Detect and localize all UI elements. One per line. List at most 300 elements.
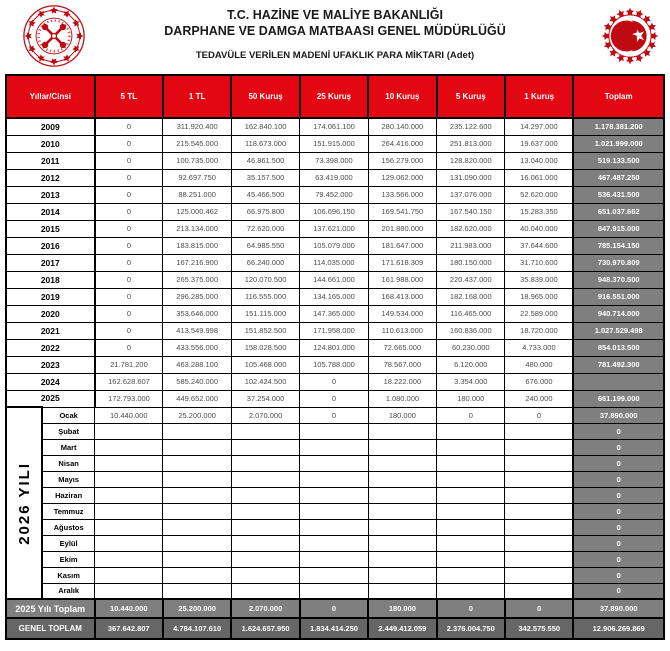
value-cell: 0 — [300, 390, 368, 407]
year-row — [6, 152, 664, 169]
footer-value-cell: 180.000 — [368, 599, 436, 618]
value-cell: 72.665.000 — [368, 339, 436, 356]
total-cell: 785.154.150 — [573, 237, 664, 254]
value-cell: 46.861.500 — [231, 152, 299, 169]
value-cell — [163, 519, 231, 535]
month-label: Kasım — [42, 567, 94, 583]
value-cell — [163, 567, 231, 583]
column-header-denomination: 5 TL — [95, 75, 163, 118]
value-cell: 1.080.000 — [368, 390, 436, 407]
footer-value-cell: 0 — [505, 599, 573, 618]
value-cell: 161.988.000 — [368, 271, 436, 288]
value-cell: 105.079.000 — [300, 237, 368, 254]
value-cell: 35.839.000 — [505, 271, 573, 288]
month-row — [6, 471, 664, 487]
total-cell: 0 — [573, 551, 664, 567]
value-cell: 125.000.462 — [163, 203, 231, 220]
value-cell: 0 — [95, 339, 163, 356]
value-cell: 251.813.000 — [437, 135, 505, 152]
value-cell — [231, 567, 299, 583]
value-cell — [300, 423, 368, 439]
value-cell — [437, 503, 505, 519]
value-cell — [231, 519, 299, 535]
value-cell — [368, 423, 436, 439]
year-row — [6, 288, 664, 305]
value-cell: 147.365.000 — [300, 305, 368, 322]
month-row — [6, 567, 664, 583]
value-cell: 72.620.000 — [231, 220, 299, 237]
value-cell — [95, 503, 163, 519]
value-cell — [231, 439, 299, 455]
table-subtitle: TEDAVÜLE VERİLEN MADENİ UFAKLIK PARA MİKTARI (Adet) — [195, 50, 475, 62]
value-cell — [300, 583, 368, 599]
column-header-denomination: 10 Kuruş — [368, 75, 436, 118]
total-cell: 0 — [573, 471, 664, 487]
year-label: 2021 — [6, 322, 95, 339]
total-cell: 0 — [573, 439, 664, 455]
year-label: 2022 — [6, 339, 95, 356]
month-row — [6, 503, 664, 519]
value-cell: 16.061.000 — [505, 169, 573, 186]
value-cell: 160.836.000 — [437, 322, 505, 339]
month-row — [6, 423, 664, 439]
month-label: Ekim — [42, 551, 94, 567]
value-cell: 149.534.000 — [368, 305, 436, 322]
value-cell: 235.122.600 — [437, 118, 505, 135]
total-cell: 1.027.529.498 — [573, 322, 664, 339]
total-cell: 0 — [573, 455, 664, 471]
value-cell — [368, 567, 436, 583]
value-cell: 66.240.000 — [231, 254, 299, 271]
value-cell — [505, 519, 573, 535]
value-cell: 4.733.000 — [505, 339, 573, 356]
total-cell: 1.178.381.200 — [573, 118, 664, 135]
value-cell — [95, 439, 163, 455]
value-cell — [437, 551, 505, 567]
value-cell: 114.035.000 — [300, 254, 368, 271]
total-cell: 467.487.250 — [573, 169, 664, 186]
month-label: Ocak — [42, 407, 94, 423]
value-cell — [505, 471, 573, 487]
value-cell — [437, 423, 505, 439]
value-cell: 133.566.000 — [368, 186, 436, 203]
value-cell — [437, 583, 505, 599]
value-cell — [231, 551, 299, 567]
value-cell — [368, 535, 436, 551]
value-cell: 463.288.100 — [163, 356, 231, 373]
value-cell: 15.283.350 — [505, 203, 573, 220]
value-cell: 171.618.309 — [368, 254, 436, 271]
value-cell — [437, 487, 505, 503]
footer-value-cell: 0 — [437, 599, 505, 618]
value-cell — [505, 487, 573, 503]
total-cell: 661.199.000 — [573, 390, 664, 407]
value-cell — [163, 583, 231, 599]
year-label: 2017 — [6, 254, 95, 271]
total-cell: 0 — [573, 535, 664, 551]
value-cell — [300, 567, 368, 583]
value-cell — [437, 535, 505, 551]
year-row — [6, 322, 664, 339]
value-cell: 144.661.000 — [300, 271, 368, 288]
year-row — [6, 254, 664, 271]
value-cell: 0 — [95, 203, 163, 220]
total-cell: 1.021.999.000 — [573, 135, 664, 152]
value-cell: 240.000 — [505, 390, 573, 407]
value-cell: 585.240.000 — [163, 373, 231, 390]
ministry-title-line2: DARPHANE VE DAMGA MATBAASI GENEL MÜDÜRLÜĞÜ — [164, 23, 506, 38]
month-label: Eylül — [42, 535, 94, 551]
column-header-denomination: 1 Kuruş — [505, 75, 573, 118]
page-header — [0, 0, 670, 74]
value-cell: 676.000 — [505, 373, 573, 390]
value-cell — [505, 503, 573, 519]
value-cell: 79.452.000 — [300, 186, 368, 203]
value-cell — [95, 487, 163, 503]
value-cell: 167.216.900 — [163, 254, 231, 271]
year-label: 2015 — [6, 220, 95, 237]
value-cell: 220.437.000 — [437, 271, 505, 288]
value-cell: 180.150.000 — [437, 254, 505, 271]
column-header-denomination: 50 Kuruş — [231, 75, 299, 118]
value-cell: 124.801.000 — [300, 339, 368, 356]
value-cell — [95, 519, 163, 535]
value-cell: 66.975.800 — [231, 203, 299, 220]
value-cell: 21.781.200 — [95, 356, 163, 373]
value-cell — [231, 583, 299, 599]
value-cell — [505, 439, 573, 455]
value-cell: 0 — [95, 169, 163, 186]
value-cell: 0 — [95, 237, 163, 254]
total-cell: 916.551.000 — [573, 288, 664, 305]
value-cell — [95, 455, 163, 471]
value-cell: 201.880.000 — [368, 220, 436, 237]
value-cell: 40.040.000 — [505, 220, 573, 237]
value-cell: 63.419.000 — [300, 169, 368, 186]
year-row — [6, 339, 664, 356]
value-cell — [163, 439, 231, 455]
value-cell: 413.549.998 — [163, 322, 231, 339]
value-cell: 100.735.000 — [163, 152, 231, 169]
value-cell — [95, 551, 163, 567]
month-row — [6, 519, 664, 535]
value-cell — [368, 455, 436, 471]
treasury-ministry-seal-icon — [598, 4, 662, 68]
value-cell — [505, 567, 573, 583]
value-cell — [437, 471, 505, 487]
value-cell: 110.613.000 — [368, 322, 436, 339]
value-cell: 213.134.000 — [163, 220, 231, 237]
total-cell: 0 — [573, 423, 664, 439]
value-cell: 0 — [95, 271, 163, 288]
total-cell: 0 — [573, 503, 664, 519]
value-cell: 18.222.000 — [368, 373, 436, 390]
value-cell: 180.000 — [368, 407, 436, 423]
footer-value-cell: 2.376.004.750 — [437, 618, 505, 639]
value-cell — [95, 423, 163, 439]
value-cell: 264.416.000 — [368, 135, 436, 152]
year-total-row — [6, 599, 664, 618]
year-label: 2018 — [6, 271, 95, 288]
value-cell — [368, 551, 436, 567]
value-cell: 37.644.600 — [505, 237, 573, 254]
value-cell: 3.354.000 — [437, 373, 505, 390]
value-cell: 0 — [95, 118, 163, 135]
year-row — [6, 390, 664, 407]
value-cell — [368, 503, 436, 519]
footer-value-cell: 2.449.412.059 — [368, 618, 436, 639]
footer-total-cell: 37.890.000 — [573, 599, 664, 618]
value-cell: 2.070.000 — [231, 407, 299, 423]
value-cell: 180.000 — [437, 390, 505, 407]
year-row — [6, 118, 664, 135]
value-cell — [300, 503, 368, 519]
value-cell: 129.062.000 — [368, 169, 436, 186]
year-label: 2024 — [6, 373, 95, 390]
value-cell: 60.230.000 — [437, 339, 505, 356]
year-row — [6, 305, 664, 322]
footer-value-cell: 25.200.000 — [163, 599, 231, 618]
value-cell: 183.815.000 — [163, 237, 231, 254]
year-row — [6, 271, 664, 288]
year-label: 2020 — [6, 305, 95, 322]
value-cell — [231, 471, 299, 487]
value-cell — [300, 455, 368, 471]
value-cell: 64.985.550 — [231, 237, 299, 254]
value-cell: 151.115.000 — [231, 305, 299, 322]
month-row — [6, 455, 664, 471]
value-cell — [368, 487, 436, 503]
value-cell — [505, 583, 573, 599]
month-row — [6, 551, 664, 567]
year-total-label: 2025 Yılı Toplam — [6, 599, 95, 618]
value-cell: 0 — [95, 322, 163, 339]
value-cell: 88.251.000 — [163, 186, 231, 203]
value-cell — [163, 503, 231, 519]
value-cell: 52.620.000 — [505, 186, 573, 203]
value-cell: 18.720.000 — [505, 322, 573, 339]
value-cell: 181.647.000 — [368, 237, 436, 254]
value-cell — [163, 423, 231, 439]
ministry-title-line1: T.C. HAZİNE VE MALİYE BAKANLIĞI — [227, 8, 443, 22]
year-row — [6, 169, 664, 186]
value-cell: 215.545.000 — [163, 135, 231, 152]
value-cell: 168.413.000 — [368, 288, 436, 305]
value-cell: 0 — [95, 220, 163, 237]
month-label: Mayıs — [42, 471, 94, 487]
value-cell: 169.541.750 — [368, 203, 436, 220]
value-cell: 25.200.000 — [163, 407, 231, 423]
value-cell — [231, 423, 299, 439]
value-cell: 158.028.500 — [231, 339, 299, 356]
value-cell: 92.697.750 — [163, 169, 231, 186]
value-cell: 0 — [300, 407, 368, 423]
year-label: 2023 — [6, 356, 95, 373]
value-cell — [231, 503, 299, 519]
total-cell: 651.037.662 — [573, 203, 664, 220]
value-cell: 102.424.500 — [231, 373, 299, 390]
value-cell: 0 — [95, 186, 163, 203]
value-cell: 151.852.500 — [231, 322, 299, 339]
value-cell: 162.840.100 — [231, 118, 299, 135]
value-cell: 265.375.000 — [163, 271, 231, 288]
total-cell: 854.013.500 — [573, 339, 664, 356]
value-cell: 37.254.000 — [231, 390, 299, 407]
value-cell — [300, 551, 368, 567]
value-cell — [163, 455, 231, 471]
year-row — [6, 220, 664, 237]
year-row — [6, 135, 664, 152]
value-cell: 19.637.000 — [505, 135, 573, 152]
value-cell — [368, 519, 436, 535]
total-cell: 847.915.000 — [573, 220, 664, 237]
value-cell — [368, 583, 436, 599]
value-cell: 167.540.150 — [437, 203, 505, 220]
footer-value-cell: 4.784.107.610 — [163, 618, 231, 639]
value-cell: 182.620.000 — [437, 220, 505, 237]
value-cell: 296.285.000 — [163, 288, 231, 305]
value-cell: 134.165.000 — [300, 288, 368, 305]
total-cell — [573, 373, 664, 390]
value-cell: 116.465.000 — [437, 305, 505, 322]
total-cell: 0 — [573, 583, 664, 599]
total-cell: 37.890.000 — [573, 407, 664, 423]
coin-circulation-table — [5, 74, 665, 640]
year-label: 2014 — [6, 203, 95, 220]
value-cell — [300, 519, 368, 535]
column-header-total: Toplam — [573, 75, 664, 118]
value-cell: 182.168.000 — [437, 288, 505, 305]
value-cell: 174.061.100 — [300, 118, 368, 135]
value-cell — [95, 583, 163, 599]
value-cell: 0 — [95, 152, 163, 169]
value-cell — [368, 439, 436, 455]
footer-value-cell: 0 — [300, 599, 368, 618]
value-cell: 105.468.000 — [231, 356, 299, 373]
value-cell: 172.793.000 — [95, 390, 163, 407]
value-cell: 105.788.000 — [300, 356, 368, 373]
total-cell: 781.492.300 — [573, 356, 664, 373]
value-cell: 480.000 — [505, 356, 573, 373]
value-cell: 137.621.000 — [300, 220, 368, 237]
footer-value-cell: 1.624.657.950 — [231, 618, 299, 639]
month-label: Mart — [42, 439, 94, 455]
value-cell: 353.646.000 — [163, 305, 231, 322]
total-cell: 536.431.500 — [573, 186, 664, 203]
total-cell: 940.714.000 — [573, 305, 664, 322]
total-cell: 519.133.500 — [573, 152, 664, 169]
darphane-mint-seal-icon — [22, 4, 86, 68]
value-cell: 118.673.000 — [231, 135, 299, 152]
footer-value-cell: 10.440.000 — [95, 599, 163, 618]
total-cell: 0 — [573, 567, 664, 583]
value-cell: 0 — [300, 373, 368, 390]
year-row — [6, 373, 664, 390]
month-label: Temmuz — [42, 503, 94, 519]
value-cell: 151.915.000 — [300, 135, 368, 152]
value-cell: 13.040.000 — [505, 152, 573, 169]
value-cell: 35.157.500 — [231, 169, 299, 186]
value-cell: 0 — [95, 135, 163, 152]
year-group-vertical-label — [6, 407, 42, 599]
year-row — [6, 356, 664, 373]
total-cell: 730.970.809 — [573, 254, 664, 271]
column-header-denomination: 25 Kuruş — [300, 75, 368, 118]
value-cell: 449.652.000 — [163, 390, 231, 407]
value-cell — [437, 567, 505, 583]
column-header-denomination: 1 TL — [163, 75, 231, 118]
value-cell — [300, 439, 368, 455]
value-cell — [95, 567, 163, 583]
value-cell — [163, 535, 231, 551]
value-cell: 14.297.000 — [505, 118, 573, 135]
month-label: Aralık — [42, 583, 94, 599]
value-cell — [163, 487, 231, 503]
table-body — [6, 118, 664, 639]
total-cell: 948.370.500 — [573, 271, 664, 288]
value-cell — [368, 471, 436, 487]
year-label: 2019 — [6, 288, 95, 305]
grand-total-row — [6, 618, 664, 639]
value-cell — [95, 471, 163, 487]
value-cell — [505, 551, 573, 567]
month-label: Ağustos — [42, 519, 94, 535]
value-cell: 171.958.000 — [300, 322, 368, 339]
value-cell — [163, 551, 231, 567]
year-label: 2016 — [6, 237, 95, 254]
value-cell: 128.820.000 — [437, 152, 505, 169]
value-cell: 137.076.000 — [437, 186, 505, 203]
value-cell: 0 — [505, 407, 573, 423]
month-label: Haziran — [42, 487, 94, 503]
value-cell — [231, 535, 299, 551]
column-header-years: Yıllar/Cinsi — [6, 75, 95, 118]
value-cell — [231, 487, 299, 503]
coin-circulation-table-wrapper — [0, 74, 670, 640]
total-cell: 0 — [573, 487, 664, 503]
value-cell: 0 — [437, 407, 505, 423]
value-cell — [505, 423, 573, 439]
value-cell: 433.556.000 — [163, 339, 231, 356]
value-cell: 106.696.150 — [300, 203, 368, 220]
value-cell — [437, 439, 505, 455]
grand-total-label: GENEL TOPLAM — [6, 618, 95, 639]
value-cell: 0 — [95, 288, 163, 305]
value-cell — [505, 535, 573, 551]
month-row — [6, 535, 664, 551]
month-row — [6, 583, 664, 599]
value-cell: 73.398.000 — [300, 152, 368, 169]
value-cell: 211.983.000 — [437, 237, 505, 254]
year-label: 2013 — [6, 186, 95, 203]
value-cell: 18.965.000 — [505, 288, 573, 305]
value-cell: 156.279.000 — [368, 152, 436, 169]
year-row — [6, 237, 664, 254]
value-cell: 280.140.000 — [368, 118, 436, 135]
value-cell — [437, 455, 505, 471]
month-label: Şubat — [42, 423, 94, 439]
value-cell: 116.555.000 — [231, 288, 299, 305]
table-header-row — [6, 75, 664, 118]
value-cell: 10.440.000 — [95, 407, 163, 423]
value-cell: 162.628.607 — [95, 373, 163, 390]
year-group-vertical-text: 2026 YILI — [15, 461, 33, 545]
value-cell: 131.090.000 — [437, 169, 505, 186]
column-header-denomination: 5 Kuruş — [437, 75, 505, 118]
footer-value-cell: 1.834.414.250 — [300, 618, 368, 639]
value-cell — [300, 487, 368, 503]
value-cell — [231, 455, 299, 471]
